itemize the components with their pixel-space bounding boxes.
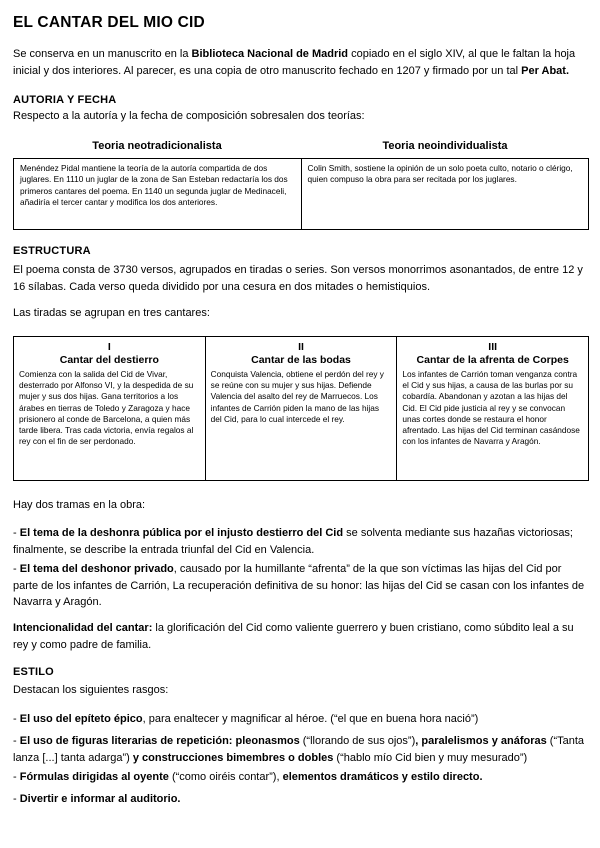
- estilo-item-3-text-1: (“como oiréis contar”),: [168, 771, 283, 783]
- estilo-item-2-prefix: -: [13, 735, 20, 747]
- cantar-title-3: Cantar de la afrenta de Corpes: [416, 353, 569, 366]
- cantares-table: [13, 336, 589, 481]
- estilo-item-3-bold-2: elementos dramáticos y estilo directo.: [282, 771, 483, 783]
- intencionalidad-bold: Intencionalidad del cantar:: [13, 622, 153, 634]
- trama-1-text: se solventa mediante sus hazañas victoriosas; finalmente, se describe la entrada triunfal del Cid en Valencia.: [13, 527, 573, 556]
- trama-1: [13, 525, 589, 558]
- estilo-item-2: [13, 733, 589, 766]
- intro-text-2: copiado en el siglo XIV, al que le faltan la hoja inicial y dos interiores. Al parecer, es una copia de otro manuscrito fechado en 1207 y firmado por un tal: [13, 48, 576, 77]
- cantar-number-1: I: [107, 341, 111, 353]
- trama-1-prefix: -: [13, 527, 20, 539]
- theory-text-1: Menéndez Pidal mantiene la teoría de la autoría compartida de dos juglares. En 1110 un juglar de la zona de San Esteban redactaría los dos primeros cantares del poema. En 1140 un segunda juglar de Medinaceli, añadiría el tercer cantar y modifica los dos anteriores.: [20, 163, 288, 208]
- theory-name-1: Teoria neotradicionalista: [92, 140, 222, 152]
- intro-bold-author: Per Abat.: [521, 64, 570, 77]
- cantar-number-3: III: [488, 341, 498, 353]
- cantar-number-2: II: [298, 341, 304, 353]
- estilo-item-3-bold-1: Fórmulas dirigidas al oyente: [19, 771, 169, 783]
- estilo-item-1-text: , para enaltecer y magnificar al héroe. (“el que en buena hora nació”): [142, 713, 479, 725]
- cantar-cell-3: [396, 337, 588, 480]
- cantar-cell-1: [14, 337, 205, 480]
- theories-row: [13, 158, 589, 230]
- estilo-item-2-bold-1: El uso de figuras literarias de repetición: pleonasmos: [19, 735, 300, 747]
- cantar-title-2: Cantar de las bodas: [251, 353, 351, 366]
- intro-text-1: Se conserva en un manuscrito en la: [13, 48, 192, 60]
- estilo-item-2-text-1: (“llorando de sus ojos”): [299, 735, 416, 747]
- autoria-text: Respecto a la autoría y la fecha de composición sobresalen dos teorías:: [13, 110, 365, 122]
- cantar-text-3: Los infantes de Carrión toman venganza contra el Cid y sus hijas, a causa de las burlas por su cobardía. Abandonan y azotan a las hijas del Cid. El Cid pide justicia al rey y se convocan unas cortes donde se restaura el honor afrentado. Las hijas del Cid terminan casándose con los infantes de Navarra y Aragón.: [402, 369, 580, 447]
- estilo-item-3-prefix: -: [13, 771, 20, 783]
- tiradas-text: Las tiradas se agrupan en tres cantares:: [13, 307, 210, 319]
- cantar-text-2: Conquista Valencia, obtiene el perdón del rey y se reúne con su mujer y sus hijas. Defiende Valencia del asalto del rey de Marruecos. Los infantes de Carrión piden la mano de las hijas del Cid, para lo cual intercede el rey.: [210, 369, 384, 424]
- section-heading-estilo: ESTILO: [13, 666, 54, 678]
- theories-table: [13, 136, 589, 230]
- theory-text-2: Colin Smith, sostiene la opinión de un solo poeta culto, notario o clérigo, quien compuso la obra para ser recitada por los juglares.: [301, 159, 589, 229]
- trama-2-prefix: -: [13, 563, 20, 575]
- trama-2-text: , causado por la humillante “afrenta” de la que son víctimas las hijas del Cid por parte de los infantes de Carrión, La recuperación definitiva de su honor: las hijas del Cid se casan con los infantes de Navarra y Aragón.: [13, 563, 585, 608]
- intencionalidad: [13, 620, 589, 653]
- theories-header: [13, 136, 589, 158]
- estilo-item-2-text-3: (“hablo mío Cid bien y muy mesurado”): [333, 751, 528, 764]
- trama-2: [13, 561, 589, 611]
- section-heading-autoria: AUTORIA Y FECHA: [13, 94, 117, 106]
- trama-1-bold: El tema de la deshonra pública por el injusto destierro del Cid: [19, 527, 344, 539]
- estilo-item-1-prefix: -: [13, 713, 20, 725]
- estilo-item-1-bold: El uso del epíteto épico: [19, 713, 143, 725]
- tramas-intro: Hay dos tramas en la obra:: [13, 499, 146, 511]
- estilo-item-2-bold-2: , paralelismos y anáforas: [415, 735, 547, 747]
- section-heading-estructura: ESTRUCTURA: [13, 245, 91, 257]
- estilo-item-3: [13, 769, 589, 786]
- theory-name-2: Teoria neoindividualista: [382, 140, 508, 152]
- intencionalidad-text: la glorificación del Cid como valiente guerrero y buen cristiano, como súbdito leal a su rey y como padre de familia.: [13, 622, 574, 651]
- cantar-cell-2: [205, 337, 397, 480]
- estilo-item-2-text-2: (“Tanta lanza [...] tanta adarga”): [13, 735, 585, 764]
- intro-paragraph: [13, 46, 589, 79]
- estructura-text: El poema consta de 3730 versos, agrupados en tiradas o series. Son versos monorrimos asonantados, de entre 12 y 16 sílabas. Cada verso queda dividido por una cesura en dos mitades o hemistiquios.: [13, 264, 583, 293]
- estilo-item-1: [13, 711, 589, 728]
- cantar-text-1: Comienza con la salida del Cid de Vivar, desterrado por Alfonso VI, y la despedida de su mujer y sus dos hijas. Gana territorios a los árabes en tierras de Toledo y Zaragoza y hace prisionero al conde de Barcelona, a quien más tarde libera. Tras cada victoria, envía regalos al rey con el fin de ser perdonado.: [19, 369, 194, 447]
- estilo-text: Destacan los siguientes rasgos:: [13, 684, 169, 696]
- estilo-item-4: [13, 791, 589, 808]
- estilo-item-4-bold: Divertir e informar al auditorio.: [19, 793, 181, 805]
- document-title: EL CANTAR DEL MIO CID: [13, 14, 205, 31]
- trama-2-bold: El tema del deshonor privado: [19, 563, 174, 575]
- estilo-item-2-bold-3: y construcciones bimembres o dobles: [132, 751, 334, 764]
- intro-bold-library: Biblioteca Nacional de Madrid: [191, 48, 349, 60]
- cantar-title-1: Cantar del destierro: [59, 353, 159, 366]
- estilo-item-4-prefix: -: [13, 793, 20, 805]
